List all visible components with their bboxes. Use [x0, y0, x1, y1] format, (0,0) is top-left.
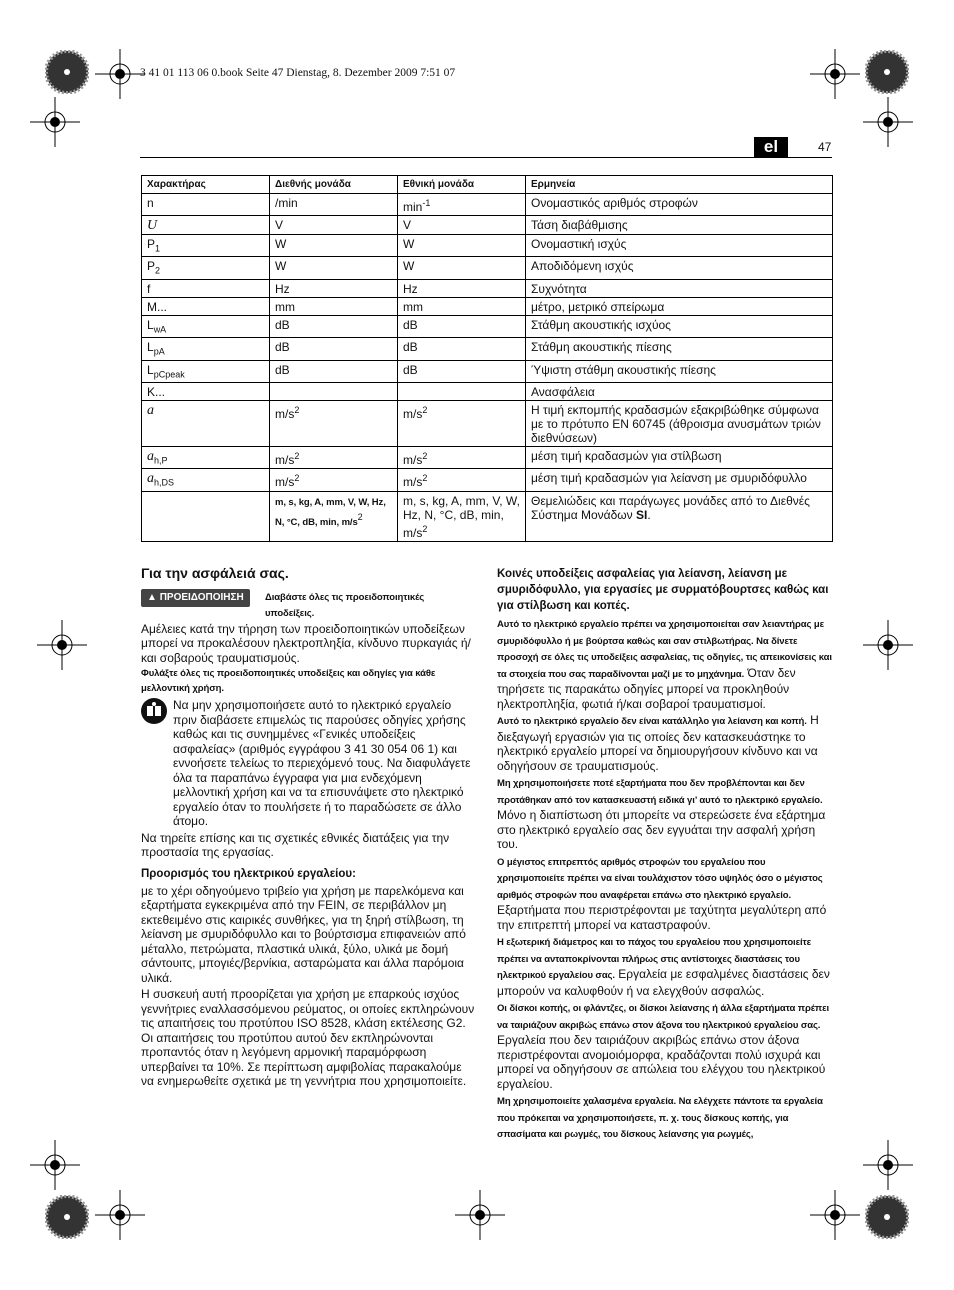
warning-text: Αμέλειες κατά την τήρηση των προειδοποιητικών υποδείξεων μπορεί να προκαλέσουν ηλεκτροπληξία, κίνδυνο πυρκαγιάς ή/και σοβαρούς τραυματισμούς. — [141, 621, 471, 665]
cell-text: Ανασφάλεια — [531, 384, 595, 399]
cell-text: dB — [275, 362, 290, 377]
manual-text: Να μην χρησιμοποιήσετε αυτό το ηλεκτρικό εργαλείο πριν διαβάσετε επιμελώς τις παρούσες οδηγίες χρήσης καθώς και τις συνημμένες «Γενικές υποδείξεις ασφαλείας» (αριθμός εγγράφου 3 41 30 054 06 1) και εννοήσετε τελείως το περιεχόμενό τους. Να διαφυλάγετε όλα τα παραπάνω έγγραφα για μια ενδεχόμενη μελλοντική χρήση και να τα επισυνάψετε στο ηλεκτρικό εργαλείο όταν το πουλήσετε ή το παραδώσετε σε άλλο άτομο. — [173, 698, 471, 828]
registration-crosshair-icon — [95, 49, 145, 99]
table-row — [142, 194, 833, 216]
registration-crosshair-icon — [30, 97, 80, 147]
cell-text: L — [147, 317, 154, 332]
safety-paragraph — [497, 934, 833, 998]
cell-text: n — [147, 196, 154, 210]
cell-subscript: h,DS — [154, 477, 175, 488]
cell-text: Στάθμη ακουστικής ισχύος — [531, 317, 671, 332]
table-cell — [398, 235, 526, 257]
safety-paragraph — [497, 854, 833, 933]
table-row — [142, 338, 833, 360]
table-row — [142, 297, 833, 315]
table-cell — [270, 469, 398, 491]
color-target-icon — [865, 50, 909, 94]
cell-text: dB — [403, 317, 418, 332]
table-row — [142, 469, 833, 491]
table-cell — [142, 297, 270, 315]
registration-crosshair-icon — [863, 620, 913, 670]
table-cell — [270, 297, 398, 315]
cell-text: Ονομαστική ισχύς — [531, 237, 627, 251]
registration-crosshair-icon — [810, 1190, 860, 1240]
safety-paragraph — [497, 775, 833, 852]
registration-crosshair-icon — [863, 97, 913, 147]
cell-text: W — [403, 237, 415, 251]
paragraph-bold: Μη χρησιμοποιείτε χαλασμένα εργαλεία. Να ελέγχετε πάντοτε τα εργαλεία που πρόκειται να χρησιμοποιήσετε, π. χ. τους δίσκους κοπής, για σπασίματα και ρωγμές, του δίσκους λείανσης για ρωγμές, — [497, 1096, 823, 1140]
safety-paragraph — [497, 1000, 833, 1091]
cell-text: Hz — [275, 281, 290, 296]
cell-text: f — [147, 281, 151, 296]
table-cell — [142, 400, 270, 446]
cell-text: M... — [147, 299, 167, 314]
table-cell — [398, 360, 526, 382]
table-cell — [398, 400, 526, 446]
cell-superscript: 2 — [422, 523, 428, 534]
cell-text: K... — [147, 384, 166, 399]
table-row — [142, 446, 833, 468]
table-row — [142, 491, 833, 541]
registration-crosshair-icon — [30, 1140, 80, 1190]
column-header: Ερμηνεία — [526, 176, 833, 194]
table-row — [142, 400, 833, 446]
table-cell — [270, 400, 398, 446]
table-cell — [526, 297, 833, 315]
table-cell — [398, 338, 526, 360]
paragraph-text: Εξαρτήματα που περιστρέφονται με ταχύτητα μεγαλύτερη από την επιτρεπτή μπορεί να καταστραφούν. — [497, 903, 827, 932]
table-cell — [398, 446, 526, 468]
table-cell — [142, 446, 270, 468]
table-cell — [270, 216, 398, 235]
cell-superscript: 2 — [294, 473, 300, 484]
registration-crosshair-icon — [95, 1190, 145, 1240]
table-cell — [398, 382, 526, 400]
table-cell — [270, 235, 398, 257]
table-cell — [142, 235, 270, 257]
table-cell — [398, 491, 526, 541]
cell-text: Τάση διαβάθμισης — [531, 218, 628, 232]
cell-text: dB — [403, 340, 418, 355]
cell-text: Αποδιδόμενη ισχύς — [531, 259, 634, 274]
cell-text: P — [147, 259, 156, 274]
warning-triangle-icon: ▲ — [147, 591, 157, 603]
safety-paragraph — [497, 713, 833, 773]
column-header: Εθνική μονάδα — [398, 176, 526, 194]
table-cell — [270, 446, 398, 468]
cell-text: m/s — [275, 452, 295, 467]
paragraph-text: Η διεξαγωγή εργασιών για τις οποίες δεν κατασκευάστηκε το ηλεκτρικό εργαλείο μπορεί να δημιουργήσουν κίνδυνο και να οδηγήσουν σε τραυματισμούς. — [497, 713, 819, 773]
table-cell — [270, 491, 398, 541]
cell-subscript: pCpeak — [153, 368, 185, 379]
cell-superscript: 2 — [357, 511, 363, 522]
table-cell — [526, 446, 833, 468]
cell-text: m/s — [403, 406, 423, 421]
table-cell — [526, 360, 833, 382]
cell-text: mm — [275, 299, 295, 314]
color-target-icon — [45, 1195, 89, 1239]
warning-label: ΠΡΟΕΙΔΟΠΟΙΗΣΗ — [159, 591, 244, 603]
table-cell — [142, 360, 270, 382]
table-cell — [142, 194, 270, 216]
cell-text: μέση τιμή κραδασμών για στίλβωση — [531, 448, 722, 463]
table-cell — [526, 235, 833, 257]
cell-subscript: pA — [153, 346, 165, 357]
table-cell — [398, 216, 526, 235]
right-column — [497, 566, 833, 1145]
cell-subscript: h,P — [154, 455, 168, 466]
cell-text: a — [147, 402, 154, 418]
cell-text: dB — [275, 317, 290, 332]
purpose-heading: Προορισμός του ηλεκτρικού εργαλείου: — [141, 867, 356, 880]
paragraph-bold: Αυτό το ηλεκτρικό εργαλείο πρέπει να χρησιμοποιείται σαν λειαντήρας με σμυριδόφυλλο ή με βούρτσα καθώς και σαν στιλβωτήρας. Να δίνετε προσοχή σε όλες τις υποδείξεις ασφαλείας, τις οδηγίες, τις απεικονίσεις και τα στοιχεία που σας παραδίνονται μαζί με το μηχάνημα. — [497, 619, 832, 680]
manual-block — [141, 698, 475, 831]
registration-crosshair-icon — [37, 620, 87, 670]
cell-subscript: 1 — [155, 243, 161, 254]
cell-text: m/s — [403, 452, 423, 467]
table-cell — [526, 469, 833, 491]
table-row — [142, 235, 833, 257]
cell-superscript: 2 — [294, 404, 300, 415]
cell-text: U — [147, 218, 158, 233]
cell-text: L — [147, 362, 154, 377]
cell-subscript: 2 — [155, 265, 161, 276]
safety-paragraph — [497, 1093, 833, 1143]
cell-superscript: 2 — [422, 473, 428, 484]
warning-intro — [265, 589, 475, 622]
table-row — [142, 279, 833, 297]
table-cell — [270, 315, 398, 337]
paragraph-bold: Οι δίσκοι κοπής, οι φλάντζες, οι δίσκοι λείανσης ή άλλα εξαρτήματα πρέπει να ταιριάζουν ακριβώς επάνω στον άξονα του ηλεκτρικού εργαλείου σας. — [497, 1003, 830, 1031]
table-cell — [526, 257, 833, 279]
table-row — [142, 315, 833, 337]
table-cell — [398, 279, 526, 297]
table-row — [142, 360, 833, 382]
cell-bold: SI — [635, 507, 648, 522]
table-cell — [398, 469, 526, 491]
national-regulations: Να τηρείτε επίσης και τις σχετικές εθνικές διατάξεις για την προστασία της εργασίας. — [141, 830, 450, 859]
cell-text: dB — [403, 362, 418, 377]
table-cell — [526, 491, 833, 541]
cell-text: Συχνότητα — [531, 281, 587, 296]
cell-text: Hz — [403, 281, 418, 296]
cell-text: dB — [275, 340, 290, 355]
units-table — [141, 175, 833, 542]
column-header: Χαρακτήρας — [142, 176, 270, 194]
cell-text: W — [275, 237, 287, 251]
cell-text: m/s — [403, 475, 423, 490]
table-cell — [526, 400, 833, 446]
table-cell — [398, 297, 526, 315]
cell-superscript: 2 — [422, 404, 428, 415]
cell-subscript: wA — [153, 324, 167, 335]
generator-text: Η συσκευή αυτή προορίζεται για χρήση με επαρκούς ισχύος γεννήτριες εναλλασσόμενου ρεύματος, οι οποίες εκπληρώνουν τις απαιτήσεις του προτύπου ISO 8528, κλάση εκτέλεσης G2. Οι απαιτήσεις του προτύπου αυτού δεν εκπληρώνονται προπαντός όταν η λεγόμενη αρμονική παραμόρφωση υπερβαίνει τα 10%. Σε περίπτωση αμφιβολίας παρακαλούμε να ενημερωθείτε σχετικά με τη γεννήτρια που χρησιμοποιείτε. — [141, 987, 475, 1088]
safety-heading: Κοινές υποδείξεις ασφαλείας για λείανση, λείανση με σμυριδόφυλλο, για εργασίες με συρματόβουρτσες καθώς και για στίλβωση και κοπές. — [497, 568, 829, 612]
cell-text: V — [403, 218, 412, 232]
cell-text: Θεμελιώδεις και παράγωγες μονάδες από το Διεθνές Σύστημα Μονάδων — [531, 493, 810, 522]
cell-text: W — [403, 259, 415, 274]
cell-text: m, s, kg, A, mm, V, W, Hz, N, °C, dB, min, m/s — [403, 493, 520, 540]
table-cell — [398, 257, 526, 279]
table-cell — [142, 469, 270, 491]
safety-paragraph — [497, 616, 833, 711]
cell-text: a — [147, 448, 154, 464]
keep-instructions: Φυλάξτε όλες τις προειδοποιητικές υποδείξεις και οδηγίες για κάθε μελλοντική χρήση. — [141, 668, 436, 694]
paragraph-text: Εργαλεία που δεν ταιριάζουν ακριβώς επάνω στον άξονα περιστρέφονται ανομοιόμορφα, κραδάζονται πολύ ισχυρά και μπορεί να οδηγήσουν σε απώλεια του ελέγχου του ηλεκτρικού εργαλείου. — [497, 1033, 826, 1091]
paragraph-text: Εργαλεία με εσφαλμένες διαστάσεις δεν μπορούν να καλυφθούν ή να ελεγχθούν ασφαλώς. — [497, 967, 830, 998]
paragraph-text: Μόνο η διαπίστωση ότι μπορείτε να στερεώσετε ένα εξάρτημα στο ηλεκτρικό εργαλείο σας δεν εγγυάται την ασφαλή χρήση του. — [497, 808, 826, 851]
cell-superscript: -1 — [422, 198, 431, 208]
cell-text: μέση τιμή κραδασμών για λείανση με σμυριδόφυλλο — [531, 471, 807, 486]
table-cell — [142, 382, 270, 400]
table-cell — [270, 360, 398, 382]
table-cell — [270, 382, 398, 400]
page-number: 47 — [818, 140, 832, 154]
table-cell — [270, 257, 398, 279]
table-cell — [142, 338, 270, 360]
table-cell — [526, 194, 833, 216]
table-cell — [398, 194, 526, 216]
cell-text: μέτρο, μετρικό σπείρωμα — [531, 299, 665, 314]
cell-text: L — [147, 340, 154, 355]
cell-text: min — [403, 200, 423, 214]
column-header: Διεθνής μονάδα — [270, 176, 398, 194]
table-cell — [526, 338, 833, 360]
section-title: Για την ασφάλειά σας. — [141, 565, 289, 581]
registration-crosshair-icon — [810, 49, 860, 99]
cell-text: W — [275, 259, 287, 274]
table-cell — [270, 279, 398, 297]
table-row — [142, 382, 833, 400]
table-cell — [142, 216, 270, 235]
table-cell — [526, 315, 833, 337]
warning-bold-text: Διαβάστε όλες τις προειδοποιητικές υποδείξεις. — [265, 591, 425, 619]
print-stamp: 3 41 01 113 06 0.book Seite 47 Dienstag, 8. Dezember 2009 7:51 07 — [140, 67, 456, 79]
cell-text: /min — [275, 196, 298, 210]
table-cell — [398, 315, 526, 337]
registration-crosshair-icon — [863, 1140, 913, 1190]
warning-block — [141, 589, 475, 622]
cell-text: Η τιμή εκπομπής κραδασμών εξακριβώθηκε σύμφωνα με το πρότυπο EN 60745 (άθροισμα ανυσμάτων τριών διεθνύσεων) — [531, 402, 821, 445]
language-tab: el — [754, 137, 788, 157]
table-row — [142, 257, 833, 279]
table-cell — [526, 216, 833, 235]
cell-text: m/s — [275, 406, 295, 421]
table-cell — [142, 315, 270, 337]
cell-text: m/s — [275, 475, 295, 490]
cell-superscript: 2 — [294, 450, 300, 461]
table-cell — [142, 257, 270, 279]
table-cell — [526, 279, 833, 297]
cell-text: . — [647, 507, 651, 522]
registration-crosshair-icon — [455, 1190, 505, 1240]
purpose-text: με το χέρι οδηγούμενο τριβείο για χρήση με παρελκόμενα και εξαρτήματα εγκεκριμένα από την FEIN, σε περιβάλλον μη εκτεθειμένο στις καιρικές συνθήκες, για τη ξηρή στίλβωση, τη λείανση με σμυριδόφυλλο και το βούρτσισμα επιφανειών από μέταλλο, πετρώματα, πλαστικά υλικά, ξύλο, υλικά με δομή σάντουιτς, μπογιές/βερνίκια, ασταρώματα και άλλα παρόμοια υλικά. — [141, 883, 466, 985]
paragraph-text: Όταν δεν τηρήσετε τις παρακάτω οδηγίες μπορεί να προκληθούν ηλεκτροπληξία, φωτιά ή/και σοβαροί τραυματισμοί. — [497, 665, 796, 711]
table-header-row — [142, 176, 833, 194]
paragraph-bold: Μη χρησιμοποιήσετε ποτέ εξαρτήματα που δεν προβλέπονται και δεν προτάθηκαν από τον κατασκευαστή ειδικά γι’ αυτό το ηλεκτρικό εργαλείο. — [497, 778, 823, 806]
paragraph-bold: Αυτό το ηλεκτρικό εργαλείο δεν είναι κατάλληλο για λείανση και κοπή. — [497, 716, 807, 727]
cell-text: P — [147, 237, 156, 251]
paragraph-bold: Ο μέγιστος επιτρεπτός αριθμός στροφών του εργαλείου που χρησιμοποιείτε πρέπει να είναι τουλάχιστον τόσο υψηλός όσο ο μέγιστος αριθμός στροφών που αναφέρεται επάνω στο ηλεκτρικό εργαλείο. — [497, 856, 823, 901]
cell-text: mm — [403, 299, 423, 314]
cell-text: m, s, kg, A, mm, V, W, Hz, N, °C, dB, min, m/s — [275, 496, 386, 528]
left-column — [141, 566, 475, 1091]
cell-text: Ονομαστικός αριθμός στροφών — [531, 196, 698, 210]
table-row — [142, 216, 833, 235]
cell-text: Στάθμη ακουστικής πίεσης — [531, 340, 672, 355]
cell-superscript: 2 — [422, 450, 428, 461]
warning-badge — [141, 589, 250, 608]
table-cell — [270, 338, 398, 360]
table-cell — [270, 194, 398, 216]
table-cell — [142, 279, 270, 297]
cell-text: V — [275, 218, 284, 232]
header-rule — [140, 157, 832, 158]
color-target-icon — [45, 50, 89, 94]
cell-text: Ύψιστη στάθμη ακουστικής πίεσης — [531, 362, 716, 377]
color-target-icon — [865, 1195, 909, 1239]
read-manual-icon — [141, 698, 167, 724]
paragraph-bold: Η εξωτερική διάμετρος και το πάχος του εργαλείου που χρησιμοποιείτε πρέπει να ανταποκρίνονται πλήρως στις αντίστοιχες διαστάσεις του ηλεκτρικού εργαλείου σας. — [497, 937, 812, 981]
table-cell — [526, 382, 833, 400]
table-cell — [142, 491, 270, 541]
cell-text: a — [147, 471, 154, 487]
